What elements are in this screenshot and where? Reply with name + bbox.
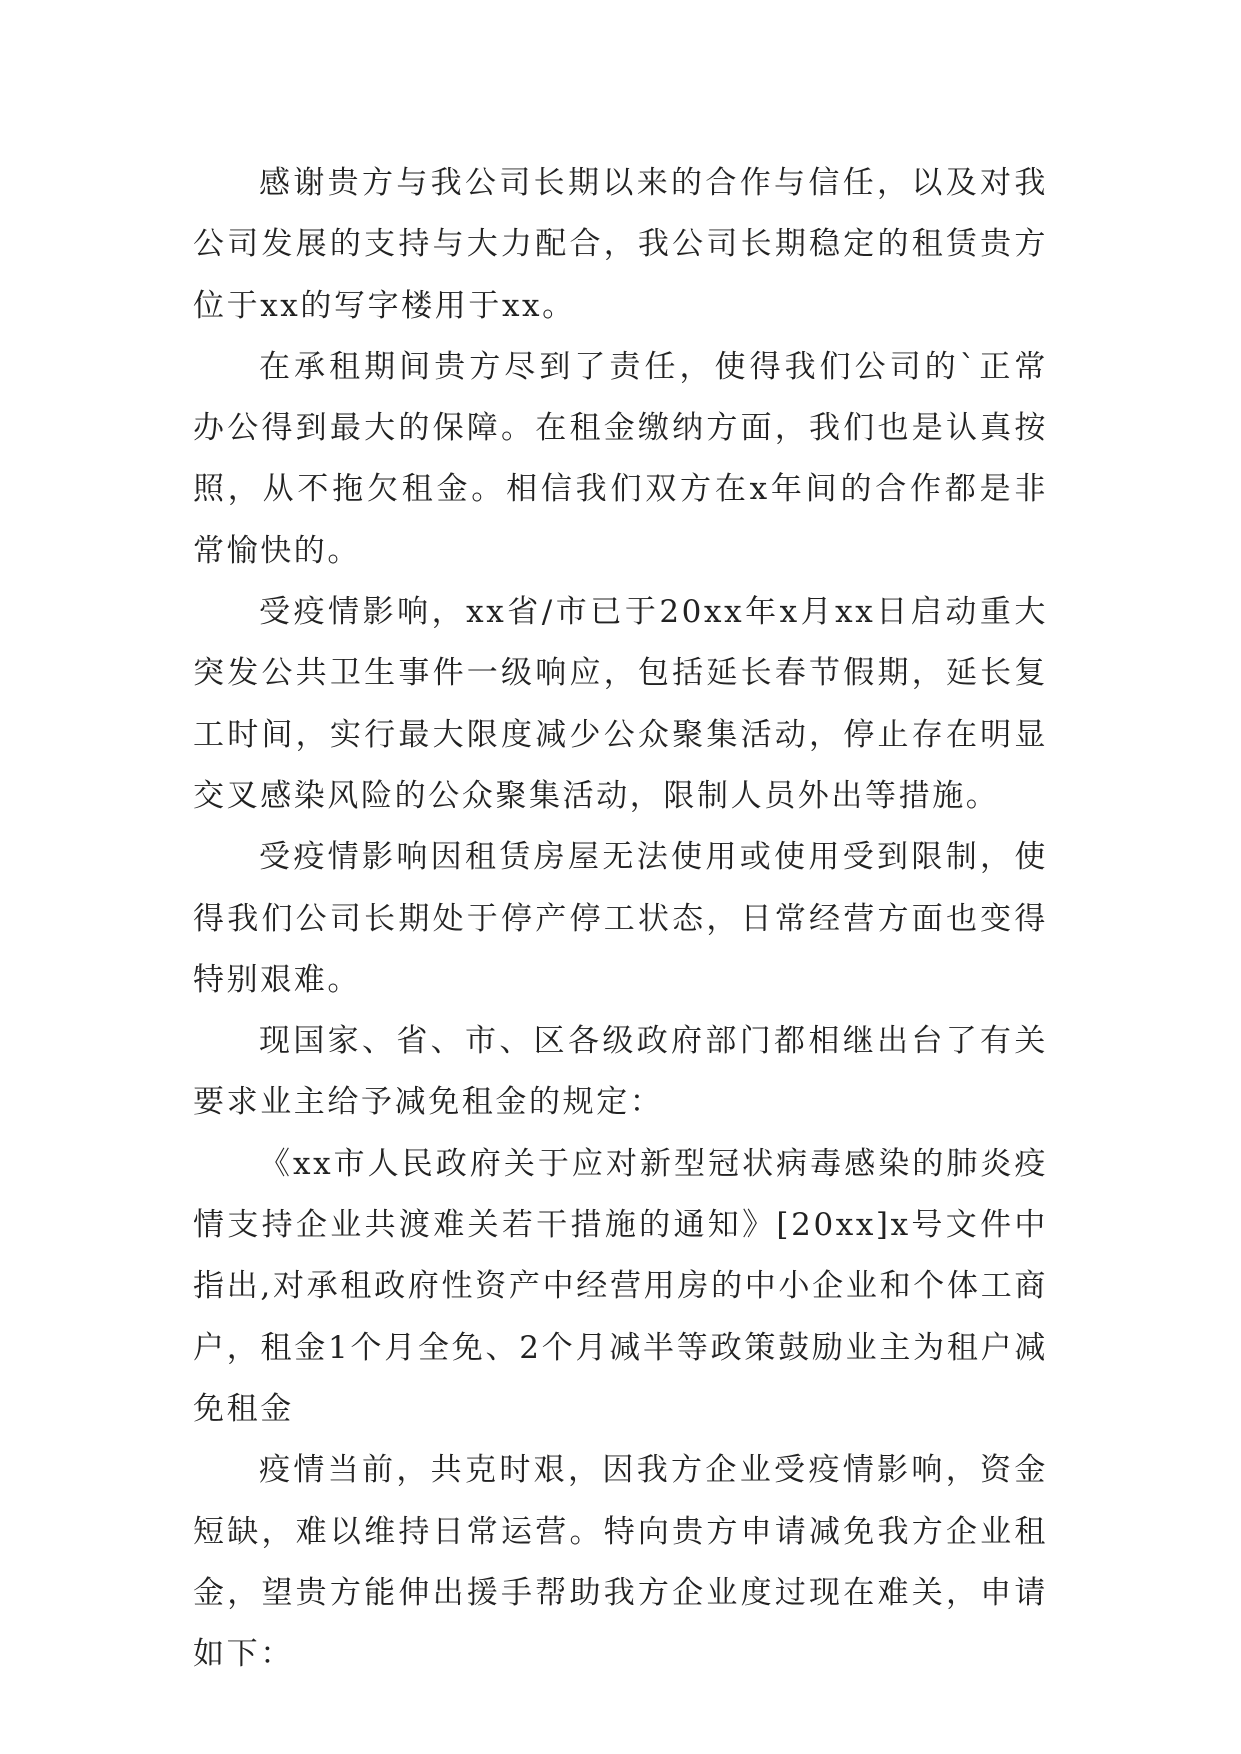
paragraph-business-impact: 受疫情影响因租赁房屋无法使用或使用受到限制，使得我们公司长期处于停产停工状态，日常经营方面也变得特别艰难。 xyxy=(193,839,1048,998)
paragraph-application: 疫情当前，共克时艰，因我方企业受疫情影响，资金短缺，难以维持日常运营。特向贵方申请减免我方企业租金，望贵方能伸出援手帮助我方企业度过现在难关，申请如下： xyxy=(193,1452,1048,1673)
document-body xyxy=(193,153,1048,1685)
paragraph-policy-notice: 《xx市人民政府关于应对新型冠状病毒感染的肺炎疫情支持企业共渡难关若干措施的通知》[20xx]x号文件中指出,对承租政府性资产中经营用房的中小企业和个体工商户，租金1个月全免、2个月减半等政策鼓励业主为租户减免租金 xyxy=(193,1145,1048,1427)
paragraph-epidemic-response: 受疫情影响，xx省/市已于20xx年x月xx日启动重大突发公共卫生事件一级响应，包括延长春节假期，延长复工时间，实行最大限度减少公众聚集活动，停止存在明显交叉感染风险的公众聚集活动，限制人员外出等措施。 xyxy=(193,594,1048,814)
paragraph-gratitude: 感谢贵方与我公司长期以来的合作与信任，以及对我公司发展的支持与大力配合，我公司长期稳定的租赁贵方位于xx的写字楼用于xx。 xyxy=(193,165,1048,324)
paragraph-lease-period: 在承租期间贵方尽到了责任，使得我们公司的`正常办公得到最大的保障。在租金缴纳方面，我们也是认真按照，从不拖欠租金。相信我们双方在x年间的合作都是非常愉快的。 xyxy=(193,348,1048,569)
paragraph-government-policy: 现国家、省、市、区各级政府部门都相继出台了有关要求业主给予减免租金的规定： xyxy=(193,1023,1048,1121)
